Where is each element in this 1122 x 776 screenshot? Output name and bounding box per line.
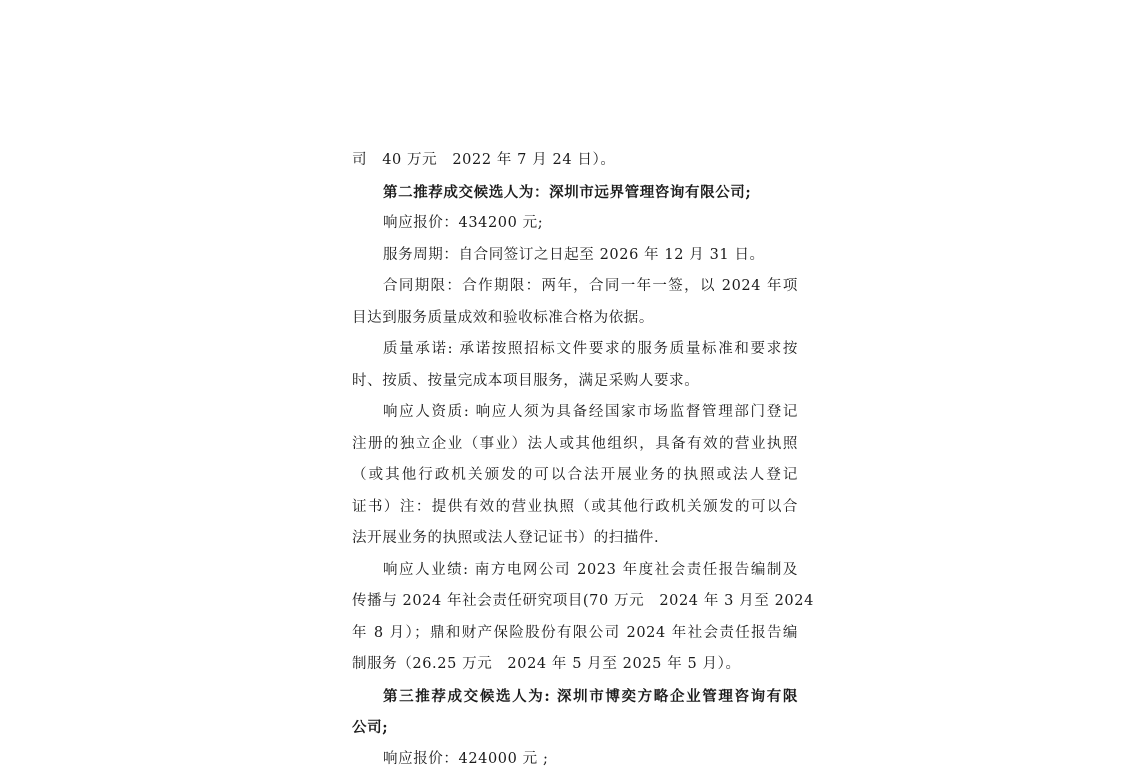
text-line: 质量承诺: 承诺按照招标文件要求的服务质量标准和要求按 [383, 341, 798, 357]
text-line: 传播与 2024 年社会责任研究项目(70 万元 2024 年 3 月至 2024 [352, 593, 814, 609]
text-line: 响应报价：424000 元 ; [383, 750, 549, 767]
text-line: 目达到服务质量成效和验收标准合格为依据。 [352, 309, 654, 326]
text-line: 时、按质、按量完成本项目服务，满足采购人要求。 [352, 372, 700, 389]
text-line: 服务周期：自合同签订之日起至 2026 年 12 月 31 日。 [383, 246, 765, 263]
text-line: （或其他行政机关颁发的可以合法开展业务的执照或法人登记 [352, 467, 798, 483]
text-line: 第二推荐成交候选人为：深圳市远界管理咨询有限公司; [383, 183, 752, 201]
text-line: 制服务（26.25 万元 2024 年 5 月至 2025 年 5 月）。 [352, 656, 741, 672]
text-line: 响应报价：434200 元; [383, 215, 544, 231]
text-line: 响应人资质: 响应人须为具备经国家市场监督管理部门登记 [383, 404, 798, 420]
text-line: 司 40 万元 2022 年 7 月 24 日）。 [352, 152, 616, 168]
text-line: 年 8 月）；鼎和财产保险股份有限公司 2024 年社会责任报告编 [352, 624, 798, 641]
text-line: 合同期限：合作期限：两年，合同一年一签，以 2024 年项 [383, 278, 798, 294]
text-line: 公司; [352, 719, 389, 736]
text-line: 响应人业绩: 南方电网公司 2023 年度社会责任报告编制及 [383, 561, 798, 578]
text-line: 注册的独立企业（事业）法人或其他组织，具备有效的营业执照 [352, 435, 798, 452]
text-line: 法开展业务的执照或法人登记证书）的扫描件. [352, 530, 660, 546]
text-line: 第三推荐成交候选人为: 深圳市博奕方略企业管理咨询有限 [383, 687, 798, 705]
text-line: 证书）注：提供有效的营业执照（或其他行政机关颁发的可以合 [352, 498, 798, 515]
